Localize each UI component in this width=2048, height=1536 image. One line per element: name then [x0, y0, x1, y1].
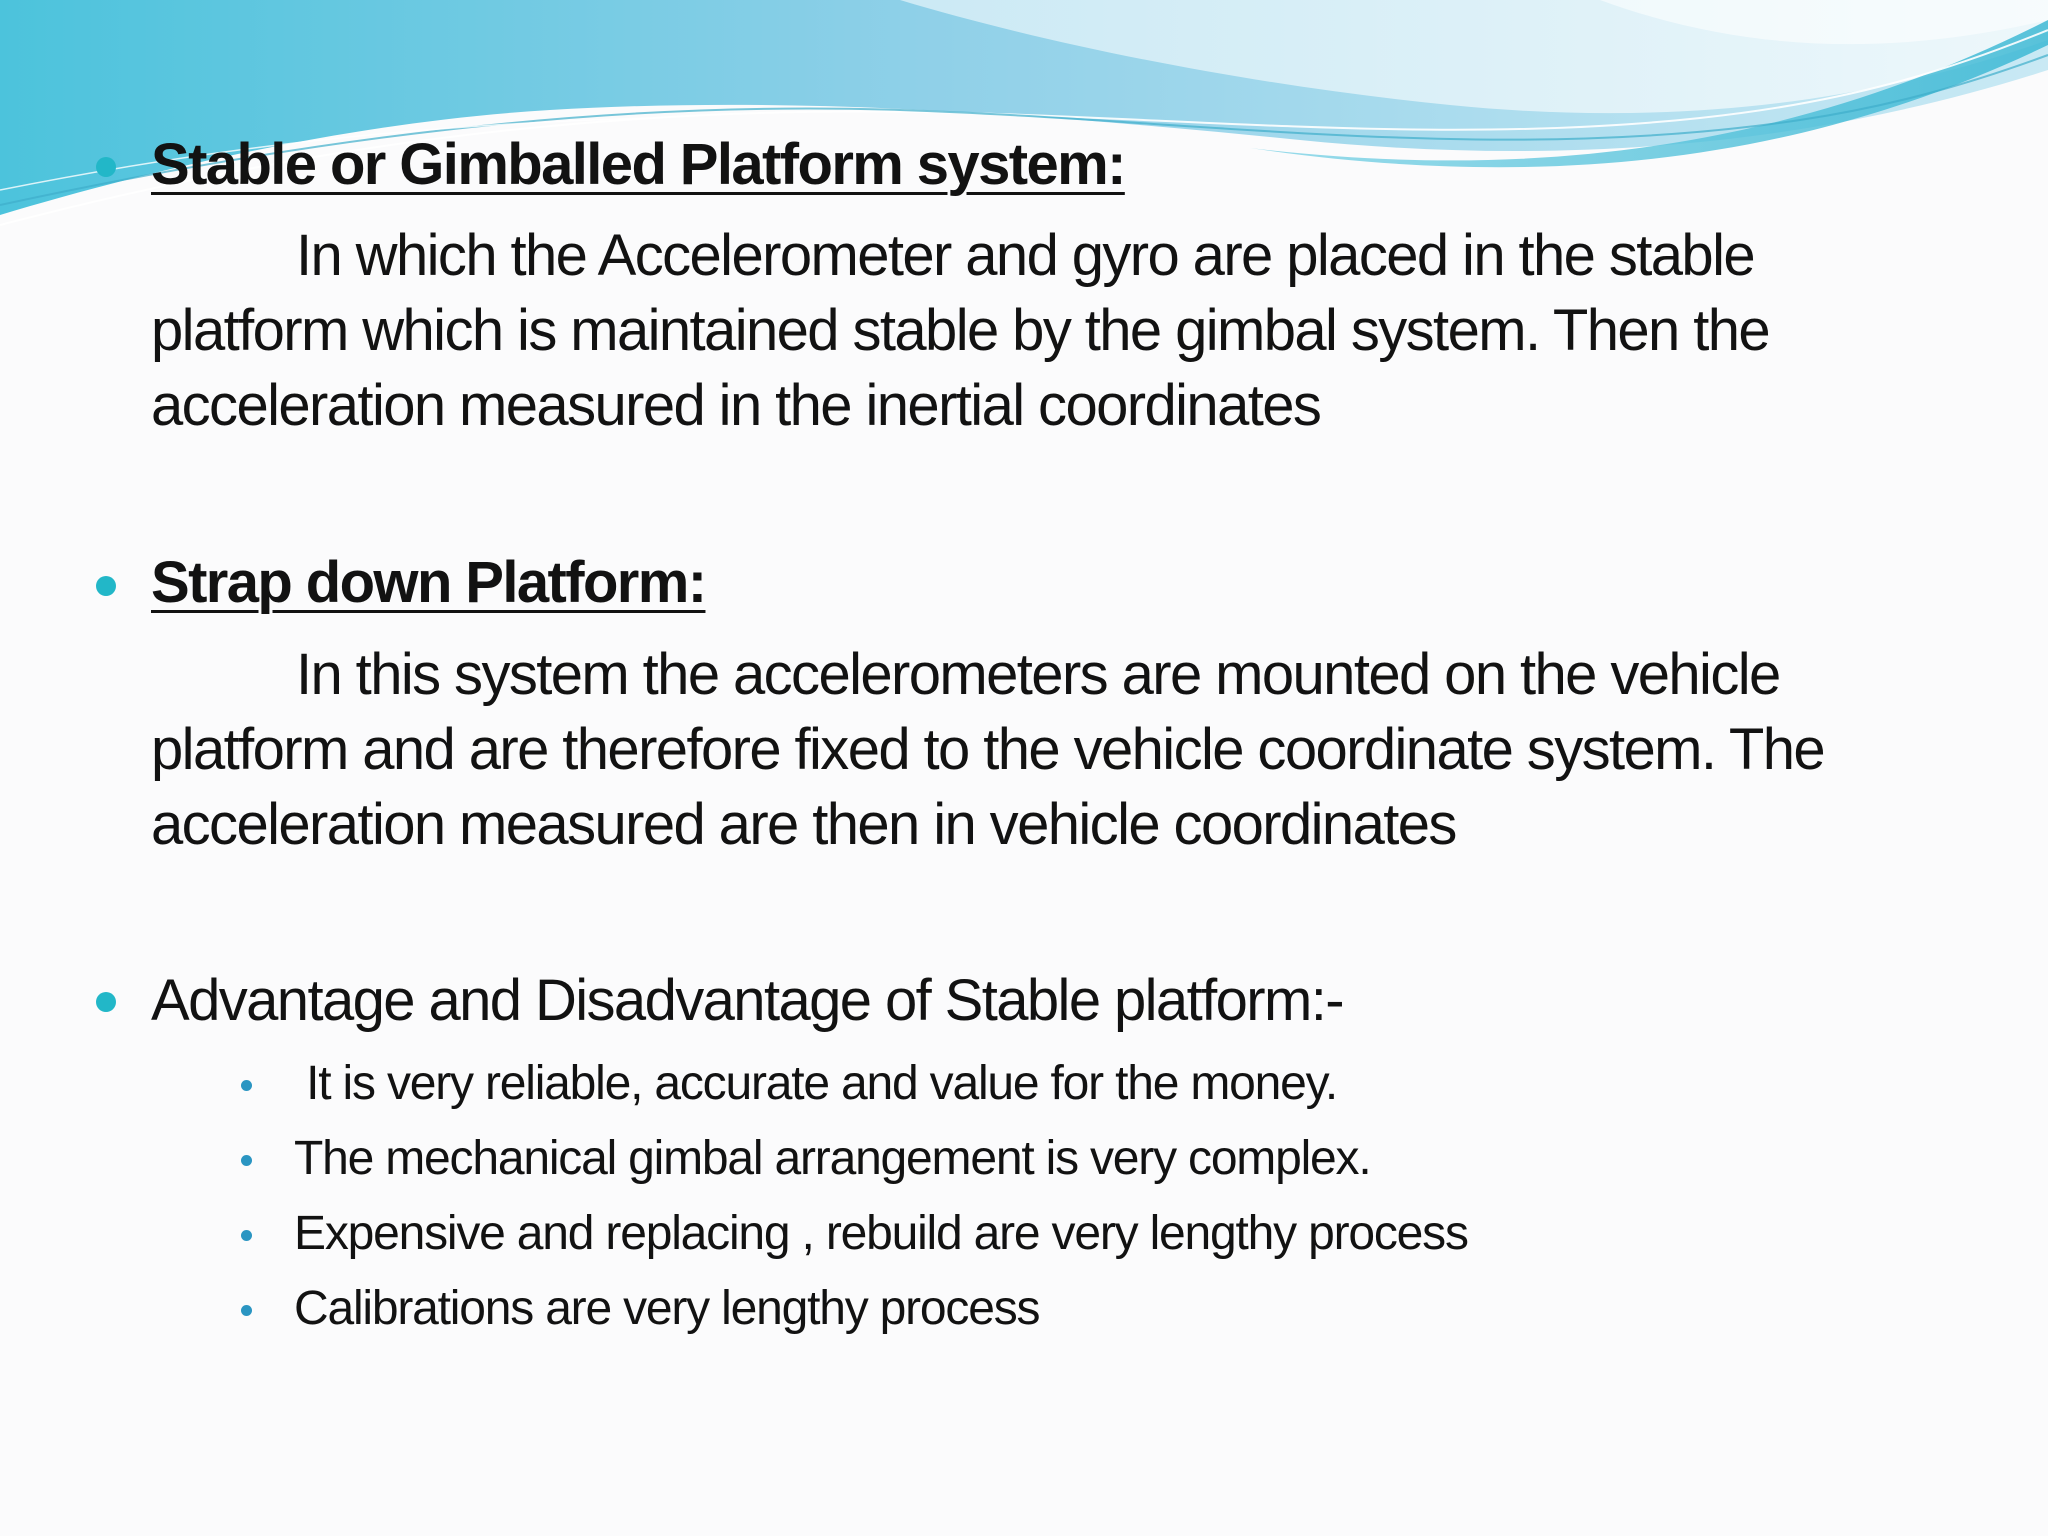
section-body-stable-platform: In which the Accelerometer and gyro are placed in the stable platform which is maintained stable by the gimbal system. Then the acceleration measured in the inertial coordinates: [151, 223, 1770, 438]
list-item-text: It is very reliable, accurate and value for the money.: [294, 1057, 1337, 1110]
sub-bullet-dot: [241, 1305, 252, 1316]
sub-bullet-dot: [241, 1080, 252, 1091]
list-item-text: The mechanical gimbal arrangement is very complex.: [294, 1132, 1371, 1185]
section-body-strap-down: In this system the accelerometers are mounted on the vehicle platform and are therefore fixed to the vehicle coordinate system. The acceleration measured are then in vehicle coordinates: [151, 642, 1825, 857]
list-item-text: Calibrations are very lengthy process: [294, 1282, 1040, 1335]
bullet-dot: [96, 576, 116, 596]
list-item-text: Expensive and replacing , rebuild are very lengthy process: [294, 1207, 1468, 1260]
section-heading-strap-down: Strap down Platform:: [151, 550, 706, 615]
sub-bullet-dot: [241, 1155, 252, 1166]
advantages-heading: Advantage and Disadvantage of Stable platform:-: [151, 968, 1343, 1033]
bullet-dot: [96, 992, 116, 1012]
bullet-dot: [96, 157, 116, 177]
section-heading-stable-platform: Stable or Gimballed Platform system:: [151, 132, 1125, 197]
sub-bullet-dot: [241, 1230, 252, 1241]
